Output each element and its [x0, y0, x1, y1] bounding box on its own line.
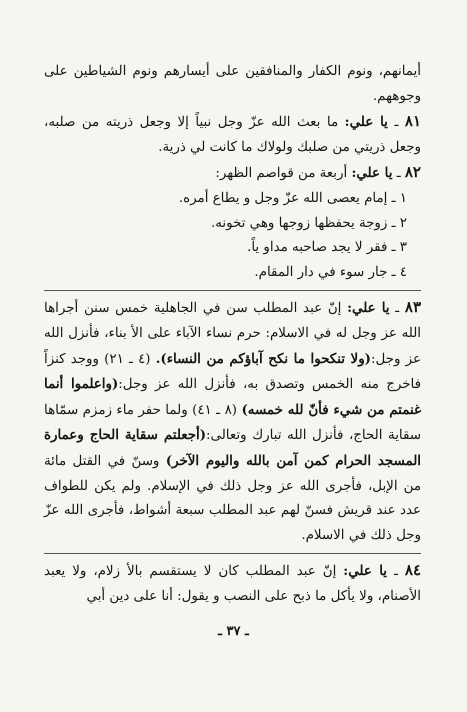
hadith-text: (٨ ـ ٤١) ولما حفر ماء زمزم سمّاها سقاية الحاج، فأنزل الله تبارك وتعالى:: [44, 402, 421, 444]
hadith-number: ٨١: [404, 112, 422, 131]
hadith-body: ما بعث الله عزّ وجل نبياً إلا وجعل ذريته من صلبه، وجعل ذريتي من صلبك ولولاك ما كانت لي ذرية.: [44, 115, 421, 155]
hadith-text: وسنّ في القتل مائة من الإبل، فأجرى الله عز وجل ذلك في الإسلام. ولم يكن للطواف عدد عند قريش فسنّ لهم عبد المطلب سبعة أشواط، فأجرى الله عزّ وجل ذلك في الاسلام.: [44, 453, 421, 543]
list-item: ٢ ـ زوجة يحفظها زوجها وهي تخونه.: [210, 215, 407, 231]
hadith-text: (٤ ـ ٢١) ووجد كنزاً فاخرج منه الخمس وتصدق به، فأنزل الله عز وجل:: [44, 351, 421, 393]
quran-quote: (واعلموا أنما غنمتم من شيء فأنّ لله خمسه): [44, 376, 422, 418]
hadith-number: ٨٢: [404, 163, 421, 182]
section-divider: [44, 553, 421, 554]
number-dash: ـ: [387, 115, 405, 131]
hadith-83: [44, 295, 421, 548]
hadith-body: أربعة من قواصم الظهر:: [215, 166, 352, 182]
quran-quote: (أجعلتم سقاية الحاج وعمارة المسجد الحرام كمن آمن بالله واليوم الآخر): [44, 427, 421, 469]
hadith-81: [44, 109, 421, 160]
hadith-speaker: يا علي:: [347, 300, 390, 317]
list-item: ٣ ـ فقر لا يجد صاحبه مداو ياً.: [247, 240, 407, 256]
number-dash: ـ: [389, 301, 405, 317]
hadith-speaker: يا علي:: [344, 114, 388, 131]
number-dash: ـ: [387, 564, 405, 580]
list-item: ١ ـ إمام يعصى الله عزّ وجل و يطاع أمره.: [178, 190, 407, 206]
numbered-list: [44, 187, 421, 285]
hadith-speaker: يا علي:: [351, 165, 393, 182]
quran-quote: (ولا تنكحوا ما نكح آباؤكم من النساء).: [155, 350, 372, 367]
hadith-body: إنّ عبد المطلب كان لا يستقسم بالأ زلام، ولا يعبد الأصنام، ولا يأكل ما ذبح على النصب و يقول: أنا على دين أبي: [44, 564, 421, 604]
hadith-82: [44, 160, 421, 187]
list-item: ٤ ـ جار سوء في دار المقام.: [254, 264, 407, 280]
page-text: [44, 60, 421, 609]
hadith-speaker: يا علي:: [343, 563, 387, 580]
number-dash: ـ: [392, 166, 405, 182]
hadith-text: إنّ عبد المطلب سن في الجاهلية خمس سنن أجراها الله عز وجل له في الاسلام: حرم نساء الآباء على الأ بناء، فأنزل الله عز وجل:: [44, 301, 421, 367]
hadith-number: ٨٣: [404, 298, 422, 317]
hadith-84: [44, 558, 421, 609]
page-number: ـ ٣٧ ـ: [218, 624, 249, 639]
section-divider: [44, 290, 421, 291]
intro-paragraph: أيمانهم، ونوم الكفار والمنافقين على أيسارهم ونوم الشياطين على وجوههم.: [44, 64, 421, 104]
hadith-number: ٨٤: [404, 561, 422, 580]
